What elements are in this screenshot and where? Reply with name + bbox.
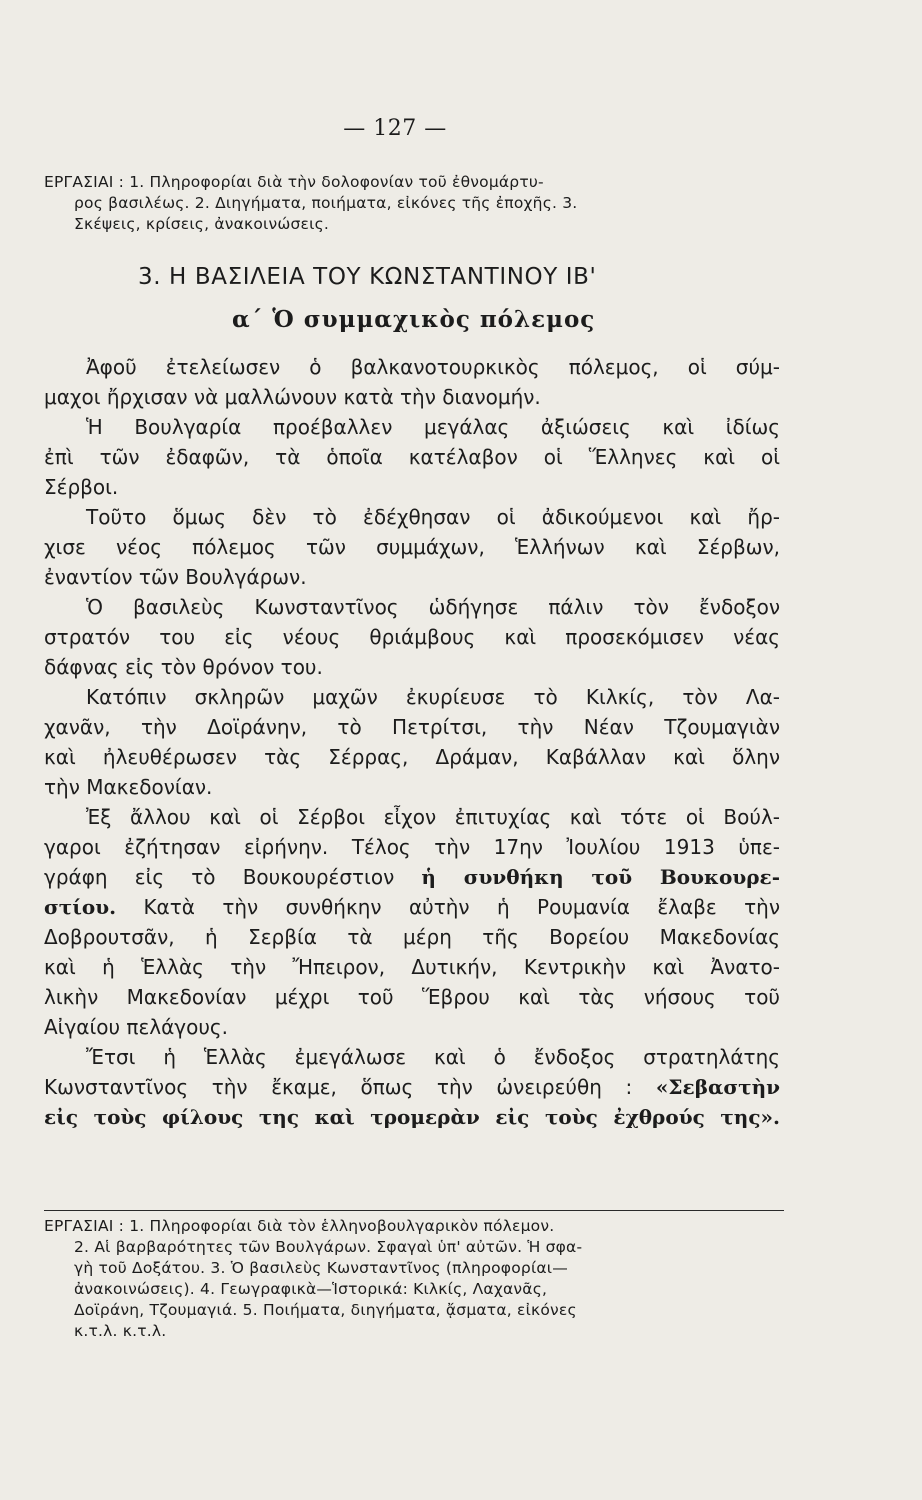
note-line: ΕΡΓΑΣΙΑΙ : 1. Πληροφορίαι διὰ τὴν δολοφονίαν τοῦ ἐθνομάρτυ- — [44, 173, 544, 191]
section-title: 3. Η ΒΑΣΙΛΕΙΑ ΤΟΥ ΚΩΝΣΤΑΝΤΙΝΟΥ ΙΒ' — [138, 264, 597, 290]
text-line — [44, 892, 780, 922]
text-line: χισε νέος πόλεμος τῶν συμμάχων, Ἑλλήνων καὶ Σέρβων, — [44, 535, 780, 559]
main-text — [44, 352, 780, 1132]
text-line: ἐπὶ τῶν ἐδαφῶν, τὰ ὁποῖα κατέλαβον οἱ Ἕλληνες καὶ οἱ — [44, 445, 780, 469]
text-fragment: Κατὰ τὴν συνθήκην αὐτὴν ἡ Ρουμανία ἔλαβε τὴν — [116, 895, 780, 919]
note-line: Δοϊράνη, Τζουμαγιά. 5. Ποιήματα, διηγήματα, ᾄσματα, εἰκόνες — [74, 1301, 577, 1319]
text-line — [44, 1072, 780, 1102]
exercises-note-bottom — [44, 1216, 780, 1342]
text-fragment: γράφη εἰς τὸ Βουκουρέστιον — [44, 865, 422, 889]
text-line: μαχοι ἤρχισαν νὰ μαλλώνουν κατὰ τὴν διανομήν. — [44, 385, 541, 409]
exercises-note-top — [44, 172, 784, 235]
text-line: Δοβρουτσᾶν, ἡ Σερβία τὰ μέρη τῆς Βορείου Μακεδονίας — [44, 925, 780, 949]
text-line: καὶ ἠλευθέρωσεν τὰς Σέρρας, Δράμαν, Καβάλλαν καὶ ὅλην — [44, 745, 780, 769]
text-line: Ὁ βασιλεὺς Κωνσταντῖνος ὡδήγησε πάλιν τὸν ἔνδοξον — [86, 595, 780, 619]
text-line: Τοῦτο ὅμως δὲν τὸ ἐδέχθησαν οἱ ἀδικούμενοι καὶ ἤρ- — [86, 505, 780, 529]
quote-bold-line: εἰς τοὺς φίλους της καὶ τρομερὰν εἰς τοὺς ἐχθρούς της». — [44, 1105, 780, 1129]
text-fragment: Κωνσταντῖνος τὴν ἔκαμε, ὅπως τὴν ὠνειρεύθη : — [44, 1075, 656, 1099]
text-line: στρατόν του εἰς νέους θριάμβους καὶ προσεκόμισεν νέας — [44, 625, 780, 649]
treaty-name-bold: στίου. — [44, 895, 117, 919]
note-line: ΕΡΓΑΣΙΑΙ : 1. Πληροφορίαι διὰ τὸν ἑλληνοβουλγαρικὸν πόλεμον. — [44, 1217, 555, 1235]
text-line: Ἡ Βουλγαρία προέβαλλεν μεγάλας ἀξιώσεις καὶ ἰδίως — [86, 415, 780, 439]
text-line: λικὴν Μακεδονίαν μέχρι τοῦ Ἕβρου καὶ τὰς νήσους τοῦ — [44, 985, 780, 1009]
divider — [44, 1210, 784, 1211]
text-line: Αἰγαίου πελάγους. — [44, 1015, 229, 1039]
text-line: Κατόπιν σκληρῶν μαχῶν ἐκυρίευσε τὸ Κιλκίς, τὸν Λα- — [86, 685, 780, 709]
text-line: χανᾶν, τὴν Δοϊράνην, τὸ Πετρίτσι, τὴν Νέαν Τζουμαγιὰν — [44, 715, 780, 739]
note-line: Σκέψεις, κρίσεις, ἀνακοινώσεις. — [74, 215, 329, 233]
text-line: δάφνας εἰς τὸν θρόνον του. — [44, 655, 323, 679]
note-line: ἀνακοινώσεις). 4. Γεωγραφικὰ—Ἱστορικά: Κιλκίς, Λαχανᾶς, — [74, 1280, 548, 1298]
note-line: γὴ τοῦ Δοξάτου. 3. Ὁ βασιλεὺς Κωνσταντῖνος (πληροφορίαι— — [74, 1259, 568, 1277]
text-line: Ἀφοῦ ἐτελείωσεν ὁ βαλκανοτουρκικὸς πόλεμος, οἱ σύμ- — [86, 355, 780, 379]
section-subtitle: α΄ Ὁ συμμαχικὸς πόλεμος — [232, 306, 596, 333]
page-number: — 127 — — [343, 116, 447, 141]
text-line: Σέρβοι. — [44, 475, 119, 499]
text-line — [44, 862, 780, 892]
quote-bold: «Σεβαστὴν — [655, 1075, 780, 1099]
text-line: γαροι ἐζήτησαν εἰρήνην. Τέλος τὴν 17ην Ἰουλίου 1913 ὑπε- — [44, 835, 780, 859]
note-line: κ.τ.λ. κ.τ.λ. — [74, 1322, 167, 1340]
text-line: Ἔτσι ἡ Ἑλλὰς ἐμεγάλωσε καὶ ὁ ἔνδοξος στρατηλάτης — [86, 1045, 780, 1069]
text-line: ἐναντίον τῶν Βουλγάρων. — [44, 565, 307, 589]
text-line: Ἐξ ἄλλου καὶ οἱ Σέρβοι εἶχον ἐπιτυχίας καὶ τότε οἱ Βούλ- — [86, 805, 780, 829]
text-line: καὶ ἡ Ἑλλὰς τὴν Ἤπειρον, Δυτικήν, Κεντρικὴν καὶ Ἀνατο- — [44, 955, 780, 979]
note-line: 2. Αἱ βαρβαρότητες τῶν Βουλγάρων. Σφαγαὶ ὑπ' αὐτῶν. Ἡ σφα- — [74, 1238, 583, 1256]
treaty-name-bold: ἡ συνθήκη τοῦ Βουκουρε- — [421, 865, 780, 889]
text-line: τὴν Μακεδονίαν. — [44, 775, 213, 799]
note-line: ρος βασιλέως. 2. Διηγήματα, ποιήματα, εἰκόνες τῆς ἐποχῆς. 3. — [74, 194, 578, 212]
